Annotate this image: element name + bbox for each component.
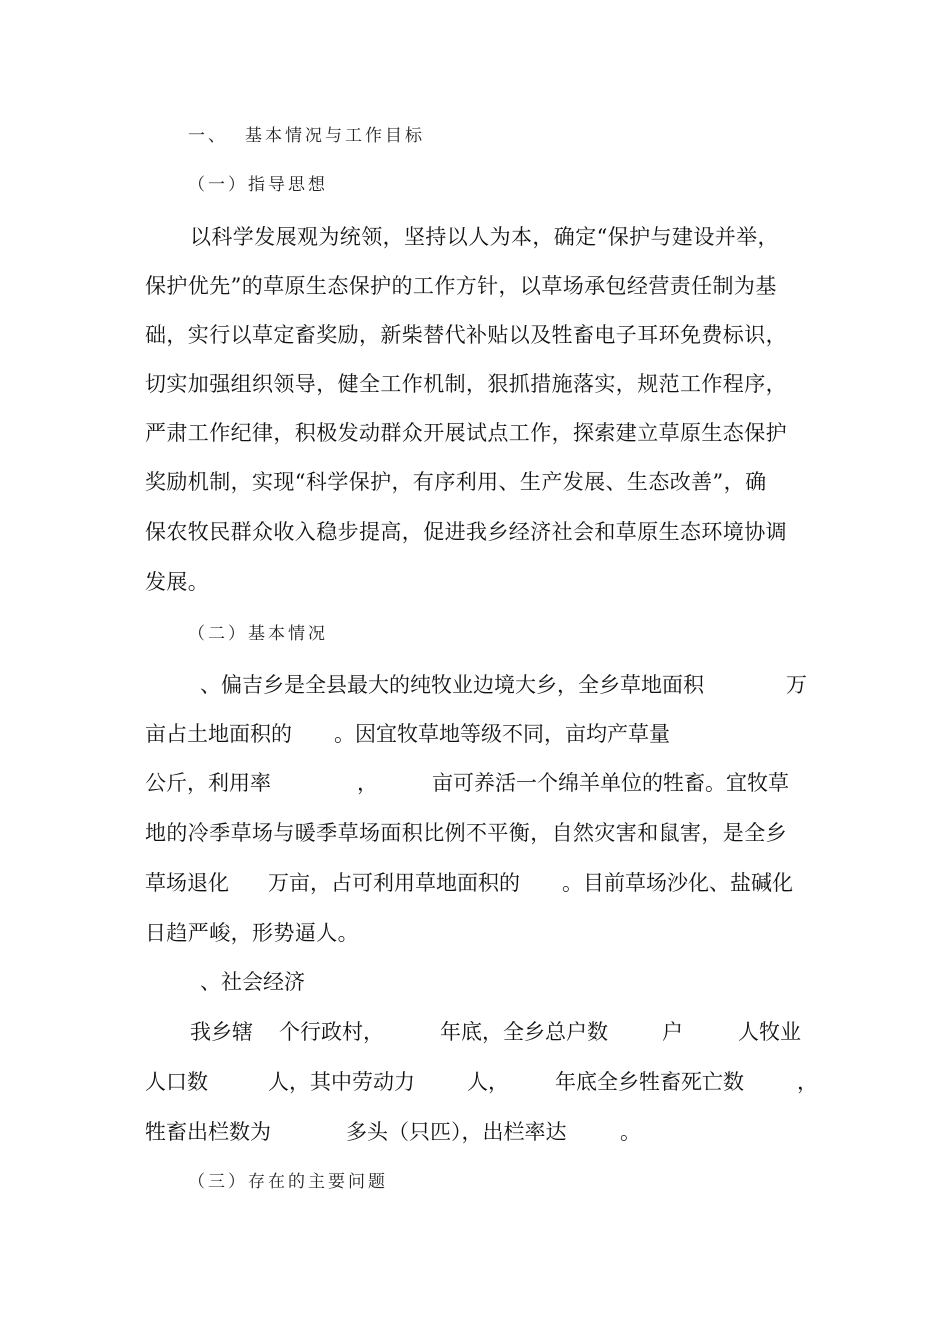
para1-line5: 严肃工作纪律，积极发动群众开展试点工作，探索建立草原生态保护 xyxy=(145,421,787,445)
subheading-guiding-ideology: （一）指导思想 xyxy=(188,175,328,195)
subheading-main-problems: （三）存在的主要问题 xyxy=(188,1172,388,1192)
para3-line1-d: 户 xyxy=(662,1020,683,1044)
para3-line3-c: 。 xyxy=(620,1120,641,1144)
subheading-basic-situation: （二）基本情况 xyxy=(188,624,328,644)
para3-line1-c: 年底，全乡总户数 xyxy=(440,1020,608,1044)
para1-line7: 保农牧民群众收入稳步提高，促进我乡经济社会和草原生态环境协调 xyxy=(145,520,787,544)
para2-line3-b: ， xyxy=(357,771,378,795)
para3-line3-b: 多头（只匹），出栏率达 xyxy=(346,1120,567,1144)
para2-line5-b: 万亩，占可利用草地面积的 xyxy=(268,871,520,895)
section-heading-title: 基本情况与工作目标 xyxy=(245,126,425,146)
para3-line2-c: 人， xyxy=(467,1070,509,1094)
para3-line1-a: 我乡辖 xyxy=(190,1020,253,1044)
para2-line1-a: 、偏吉乡是全县最大的纯牧业边境大乡，全乡草地面积 xyxy=(200,673,704,697)
para3-line1-e: 人牧业 xyxy=(738,1020,801,1044)
para2-line3-c: 亩可养活一个绵羊单位的牲畜。宜牧草 xyxy=(432,771,789,795)
para1-line2: 保护优先”的草原生态保护的工作方针，以草场承包经营责任制为基 xyxy=(145,274,777,298)
para1-line3: 础，实行以草定畜奖励，新柴替代补贴以及牲畜电子耳环免费标识， xyxy=(145,323,787,347)
para3-line2-d: 年底全乡牲畜死亡数 xyxy=(555,1070,744,1094)
para3-line1-b: 个行政村， xyxy=(279,1020,384,1044)
para3-line2-e: ， xyxy=(797,1070,818,1094)
para1-line1: 以科学发展观为统领，坚持以人为本，确定“保护与建设并举， xyxy=(190,225,779,249)
item2-heading-social-economy: 、社会经济 xyxy=(200,970,305,994)
para3-line3-a: 牲畜出栏数为 xyxy=(145,1120,271,1144)
para2-line5-c: 。目前草场沙化、盐碱化 xyxy=(562,871,793,895)
para2-line4: 地的冷季草场与暖季草场面积比例不平衡，自然灾害和鼠害，是全乡 xyxy=(145,821,787,845)
para2-line1-b: 万 xyxy=(786,673,807,697)
para2-line2: 亩占土地面积的 。因宜牧草地等级不同，亩均产草量 xyxy=(145,722,670,746)
section-heading-number: 一、 xyxy=(188,126,228,146)
para2-line3-a: 公斤，利用率 xyxy=(145,771,271,795)
para2-line5-a: 草场退化 xyxy=(145,871,229,895)
para3-line2-b: 人，其中劳动力 xyxy=(268,1070,415,1094)
para1-line6: 奖励机制，实现“科学保护，有序利用、生产发展、生态改善”，确 xyxy=(145,470,767,494)
para2-line6: 日趋严峻，形势逼人。 xyxy=(145,921,359,945)
para1-line8: 发展。 xyxy=(145,570,210,594)
para1-line4: 切实加强组织领导，健全工作机制，狠抓措施落实，规范工作程序， xyxy=(145,372,787,396)
para3-line2-a: 人口数 xyxy=(145,1070,208,1094)
